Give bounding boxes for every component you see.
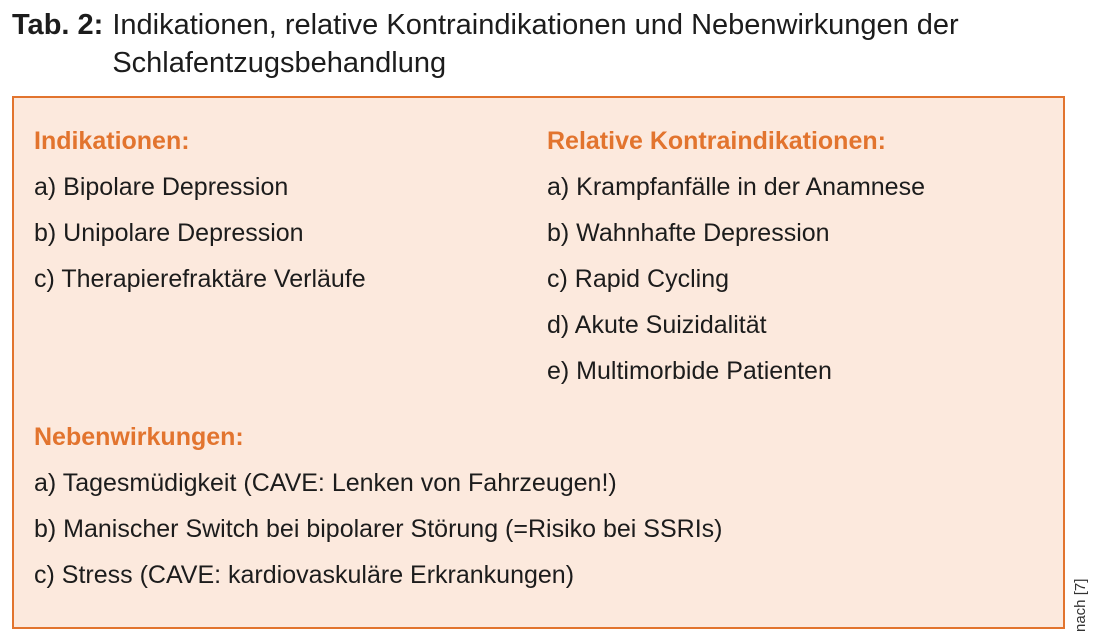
indications-heading: Indikationen:: [34, 127, 190, 155]
contraindications-heading: Relative Kontraindikationen:: [547, 127, 886, 155]
list-item: b) Manischer Switch bei bipolarer Störung (=Risiko bei SSRIs): [34, 515, 723, 543]
table-caption: [12, 6, 1072, 82]
list-item: b) Wahnhafte Depression: [547, 219, 830, 247]
side-effects-section: [34, 422, 1034, 606]
list-item: a) Bipolare Depression: [34, 173, 289, 201]
list-item: d) Akute Suizidalität: [547, 311, 767, 339]
list-item: c) Stress (CAVE: kardiovaskuläre Erkrankungen): [34, 561, 575, 589]
side-effects-list: [34, 468, 1034, 606]
list-item: c) Therapierefraktäre Verläufe: [34, 265, 366, 293]
side-effects-heading: Nebenwirkungen:: [34, 423, 244, 451]
table-box: [12, 96, 1065, 629]
list-item: b) Unipolare Depression: [34, 219, 304, 247]
source-reference: nach [7]: [1072, 578, 1089, 632]
contraindications-section: [547, 126, 1047, 402]
table-number: Tab. 2:: [12, 9, 104, 41]
list-item: c) Rapid Cycling: [547, 265, 730, 293]
list-item: e) Multimorbide Patienten: [547, 357, 832, 385]
table-title: Indikationen, relative Kontraindikationen und Nebenwirkungen der Schlafentzugsbehandlung: [112, 9, 959, 79]
indications-section: [34, 126, 524, 310]
contraindications-list: [547, 172, 1047, 402]
list-item: a) Tagesmüdigkeit (CAVE: Lenken von Fahrzeugen!): [34, 469, 617, 497]
indications-list: [34, 172, 524, 310]
list-item: a) Krampfanfälle in der Anamnese: [547, 173, 925, 201]
